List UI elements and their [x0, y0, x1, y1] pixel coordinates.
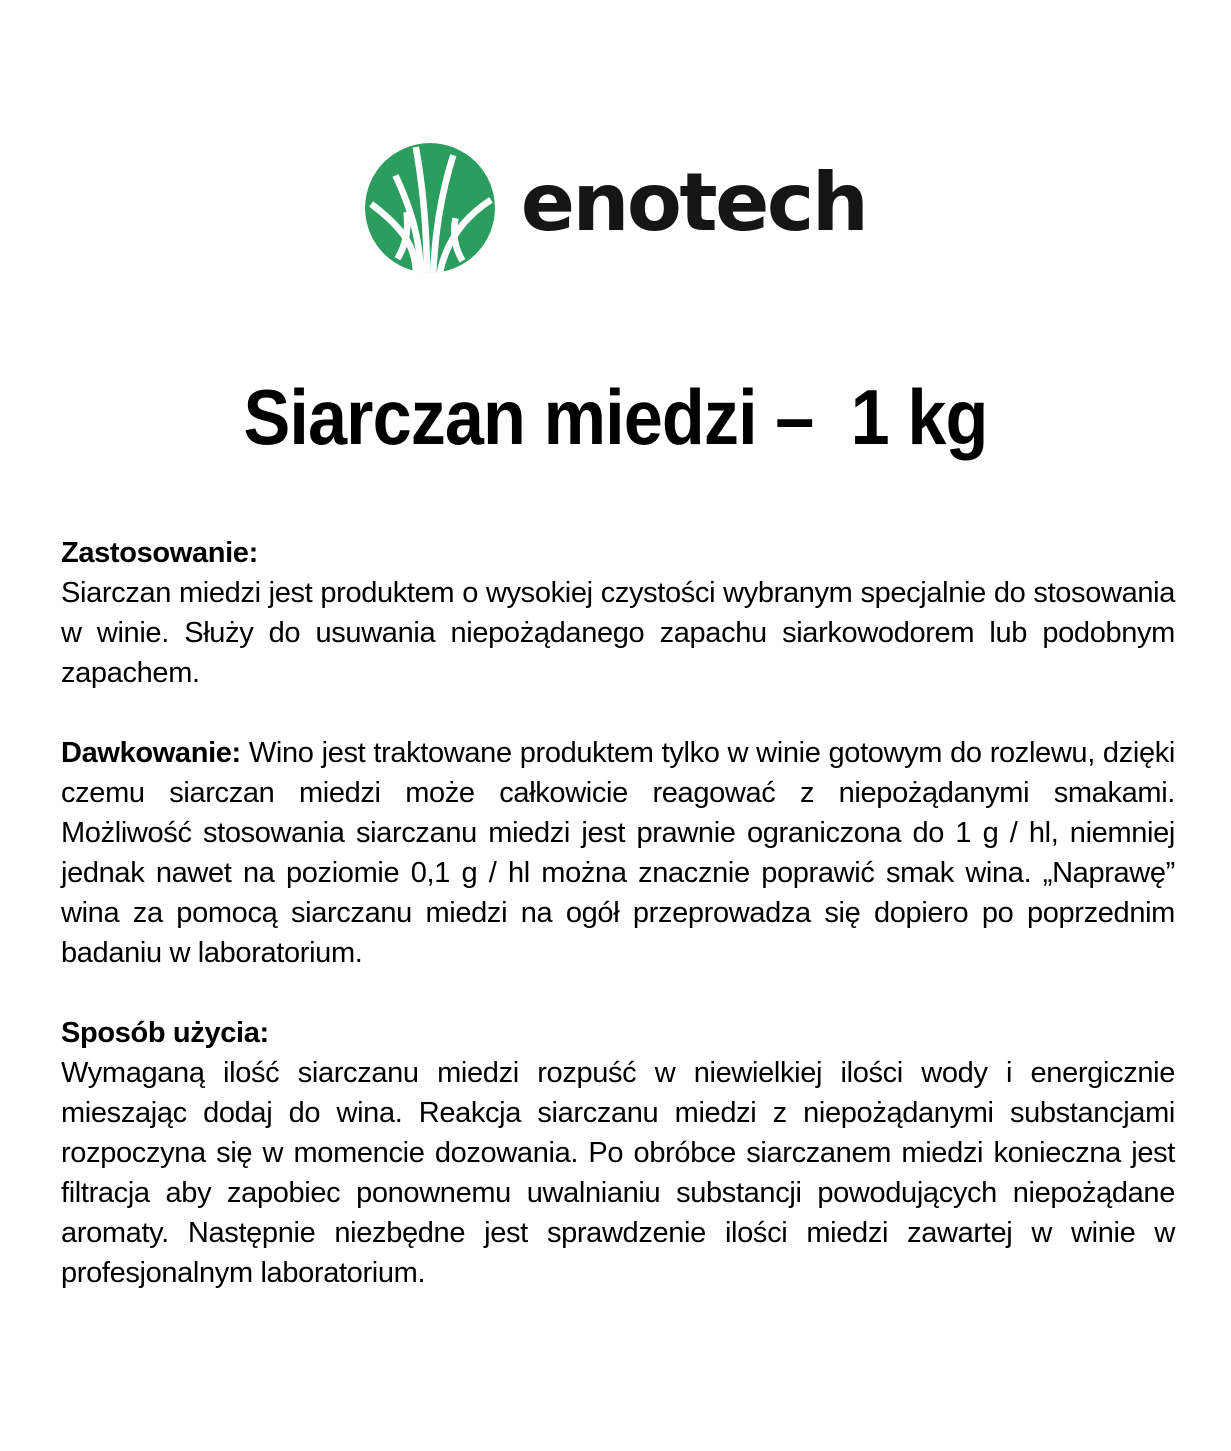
- section-sposob-uzycia-body: Wymaganą ilość siarczanu miedzi rozpuść w niewielkiej ilości wody i energicznie mieszając dodaj do wina. Reakcja siarczanu miedzi z niepożądanymi substancjami rozpoczyna się w momencie dozowania. Po obróbce siarczanem miedzi konieczna jest filtracja aby zapobiec ponownemu uwalnianiu substancji powodujących niepożądane aromaty. Następnie niezbędne jest sprawdzenie ilości miedzi zawartej w winie w profesjonalnym laboratorium.: [61, 1057, 1175, 1289]
- section-dawkowanie-heading: Dawkowanie:: [61, 737, 241, 769]
- logo: [0, 0, 1231, 273]
- section-sposob-uzycia-heading: Sposób użycia:: [61, 1017, 269, 1049]
- document-body: [61, 533, 1175, 1293]
- section-dawkowanie-body: Wino jest traktowane produktem tylko w winie gotowym do rozlewu, dzięki czemu siarczan miedzi może całkowicie reagować z niepożądanymi smakami. Możliwość stosowania siarczanu miedzi jest prawnie ograniczona do 1 g / hl, niemniej jednak nawet na poziomie 0,1 g / hl można znacznie poprawić smak wina. „Naprawę” wina za pomocą siarczanu miedzi na ogół przeprowadza się dopiero po poprzednim badaniu w laboratorium.: [61, 737, 1175, 969]
- section-zastosowanie-body: Siarczan miedzi jest produktem o wysokiej czystości wybranym specjalnie do stosowania w winie. Służy do usuwania niepożądanego zapachu siarkowodorem lub podobnym zapachem.: [61, 577, 1175, 689]
- brand-wordmark: enotech: [520, 156, 867, 249]
- enotech-tree-icon: [365, 143, 495, 273]
- section-zastosowanie-heading: Zastosowanie:: [61, 537, 258, 569]
- section-dawkowanie-paragraph: [61, 733, 1175, 973]
- product-title: Siarczan miedzi – 1 kg: [243, 373, 988, 461]
